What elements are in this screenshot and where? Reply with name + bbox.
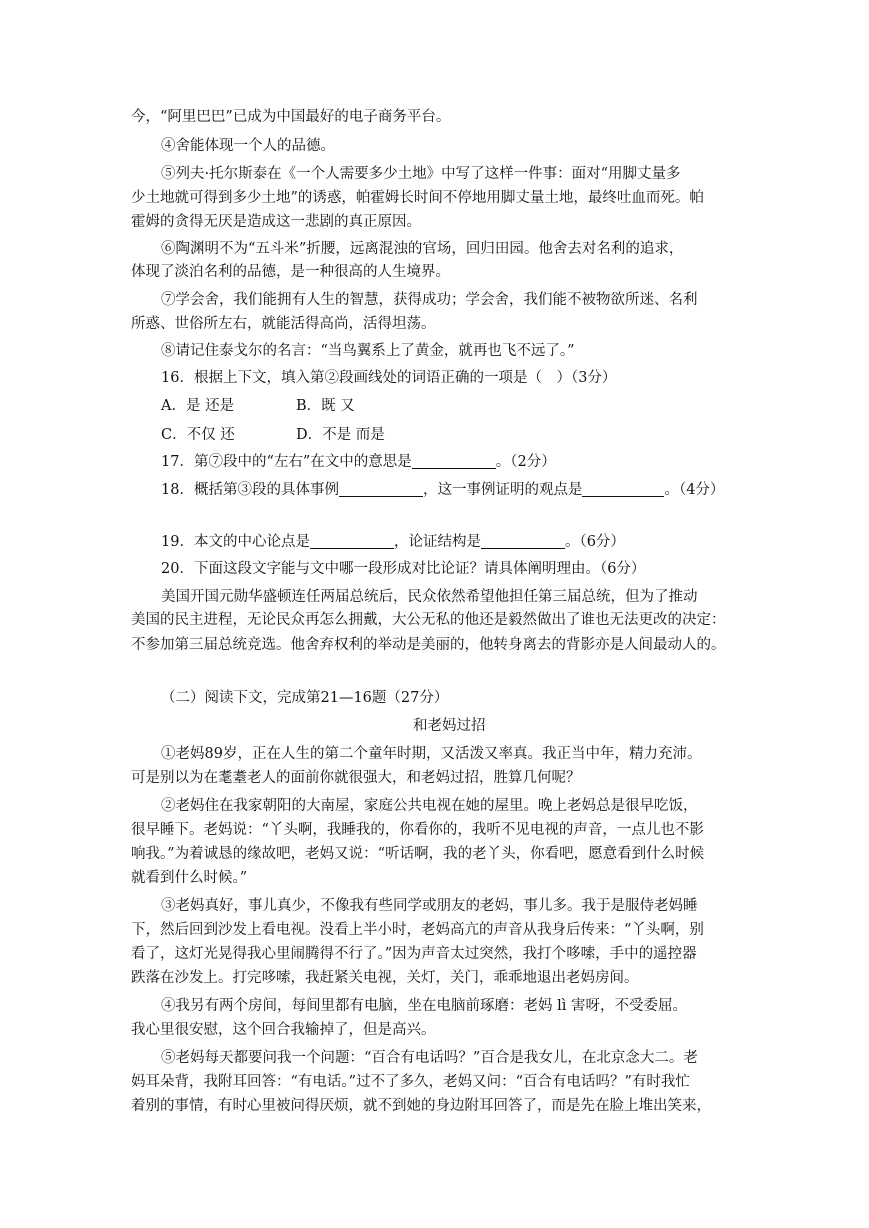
paragraph-4: ④舍能体现一个人的品德。 xyxy=(161,138,335,154)
text-line: 少土地就可得到多少土地”的诱惑，帕霍姆长时间不停地用脚丈量土地，最终吐血而死。帕 xyxy=(131,190,704,206)
article-title: 和老妈过招 xyxy=(413,718,486,734)
text-line: 不参加第三届总统竞选。他舍弃权利的举动是美丽的，他转身离去的背影亦是人间最动人的。 xyxy=(131,637,726,653)
text-line: 可是别以为在耄耋老人的面前你就很强大，和老妈过招，胜算几何呢？ xyxy=(131,770,581,786)
article-paragraph-1: ①老妈89岁，正在人生的第二个童年时期，又活泼又率真。我正当中年，精力充沛。 xyxy=(161,746,702,762)
text-line: 很早睡下。老妈说：“丫头啊，我睡我的，你看你的，我听不见电视的声音，一点儿也不影 xyxy=(131,822,704,838)
passage-washington: 美国开国元勋华盛顿连任两届总统后，民众依然希望他担任第三届总统，但为了推动 xyxy=(161,589,698,605)
text-line: 看了，这灯光晃得我心里闹腾得不行了。”因为声音太过突然，我打个哆嗦，手中的遥控器 xyxy=(131,946,697,962)
option-c: C．不仅 还 xyxy=(161,427,235,443)
paragraph-5: ⑤列夫·托尔斯泰在《一个人需要多少土地》中写了这样一件事：面对“用脚丈量多 xyxy=(161,166,681,182)
question-18-text: 18．概括第③段的具体事例 xyxy=(161,482,339,498)
question-19-score: 。（6分） xyxy=(564,534,625,550)
question-19 xyxy=(161,533,625,551)
article-paragraph-5: ⑤老妈每天都要问我一个问题：“百合有电话吗？”百合是我女儿，在北京念大二。老 xyxy=(161,1050,698,1066)
option-a: A．是 还是 xyxy=(161,398,235,414)
text-line: 体现了淡泊名利的品德，是一种很高的人生境界。 xyxy=(131,264,450,280)
answer-blank[interactable] xyxy=(582,481,664,497)
text-line: 今，“阿里巴巴”已成为中国最好的电子商务平台。 xyxy=(131,109,451,125)
question-18-text-2: ，这一事例证明的观点是 xyxy=(422,482,583,498)
option-d: D．不是 而是 xyxy=(296,427,385,443)
answer-blank[interactable] xyxy=(481,533,565,549)
text-line: 所惑、世俗所左右，就能活得高尚，活得坦荡。 xyxy=(131,316,436,332)
text-line: 霍姆的贪得无厌是造成这一悲剧的真正原因。 xyxy=(131,214,421,230)
question-18-score: 。（4分） xyxy=(664,482,725,498)
text-line: 就看到什么时候。” xyxy=(131,870,248,886)
question-18 xyxy=(161,481,724,499)
paragraph-7: ⑦学会舍，我们能拥有人生的智慧，获得成功；学会舍，我们能不被物欲所迷、名利 xyxy=(161,292,698,308)
question-17-text: 17．第⑦段中的“左右”在文中的意思是 xyxy=(161,454,412,470)
article-paragraph-3: ③老妈真好，事儿真少，不像我有些同学或朋友的老妈，事儿多。我于是服侍老妈睡 xyxy=(161,898,698,914)
section-2-heading: （二）阅读下文，完成第21—16题（27分） xyxy=(161,690,449,706)
text-line: 下，然后回到沙发上看电视。没看上半小时，老妈高亢的声音从我身后传来：“丫头啊，别 xyxy=(131,922,704,938)
question-19-text-2: ，论证结构是 xyxy=(393,534,481,550)
text-line: 妈耳朵背，我附耳回答：“有电话。”过不了多久，老妈又问：“百合有电话吗？”有时我忙 xyxy=(131,1074,690,1090)
paragraph-8: ⑧请记住泰戈尔的名言：“当鸟翼系上了黄金，就再也飞不远了。” xyxy=(161,343,575,359)
paragraph-6: ⑥陶渊明不为“五斗米”折腰，远离混浊的官场，回归田园。他舍去对名利的追求， xyxy=(161,241,684,257)
text-line: 美国的民主进程，无论民众再怎么拥戴，大公无私的他还是毅然做出了谁也无法更改的决定： xyxy=(131,612,726,628)
question-19-text: 19．本文的中心论点是 xyxy=(161,534,310,550)
text-line: 跌落在沙发上。打完哆嗦，我赶紧关电视，关灯，关门，乖乖地退出老妈房间。 xyxy=(131,970,639,986)
question-17 xyxy=(161,453,556,471)
option-b: B．既 又 xyxy=(296,398,355,414)
question-16: 16．根据上下文，填入第②段画线处的词语正确的一项是（ ）（3分） xyxy=(161,370,617,386)
text-line: 我心里很安慰，这个回合我输掉了，但是高兴。 xyxy=(131,1022,436,1038)
question-17-score: 。（2分） xyxy=(495,454,556,470)
answer-blank[interactable] xyxy=(412,453,496,469)
article-paragraph-4: ④我另有两个房间，每间里都有电脑，坐在电脑前琢磨：老妈 lì 害呀，不受委屈。 xyxy=(161,998,687,1014)
text-line: 着别的事情，有时心里被问得厌烦，就不到她的身边附耳回答了，而是先在脸上堆出笑来， xyxy=(131,1098,711,1114)
text-line: 响我。”为着诚恳的缘故吧，老妈又说：“听话啊，我的老丫头，你看吧，愿意看到什么时候 xyxy=(131,846,705,862)
question-20: 20．下面这段文字能与文中哪一段形成对比论证？请具体阐明理由。（6分） xyxy=(161,561,646,577)
answer-blank[interactable] xyxy=(339,481,423,497)
answer-blank[interactable] xyxy=(310,533,394,549)
article-paragraph-2: ②老妈住在我家朝阳的大南屋，家庭公共电视在她的屋里。晚上老妈总是很早吃饭， xyxy=(161,798,698,814)
